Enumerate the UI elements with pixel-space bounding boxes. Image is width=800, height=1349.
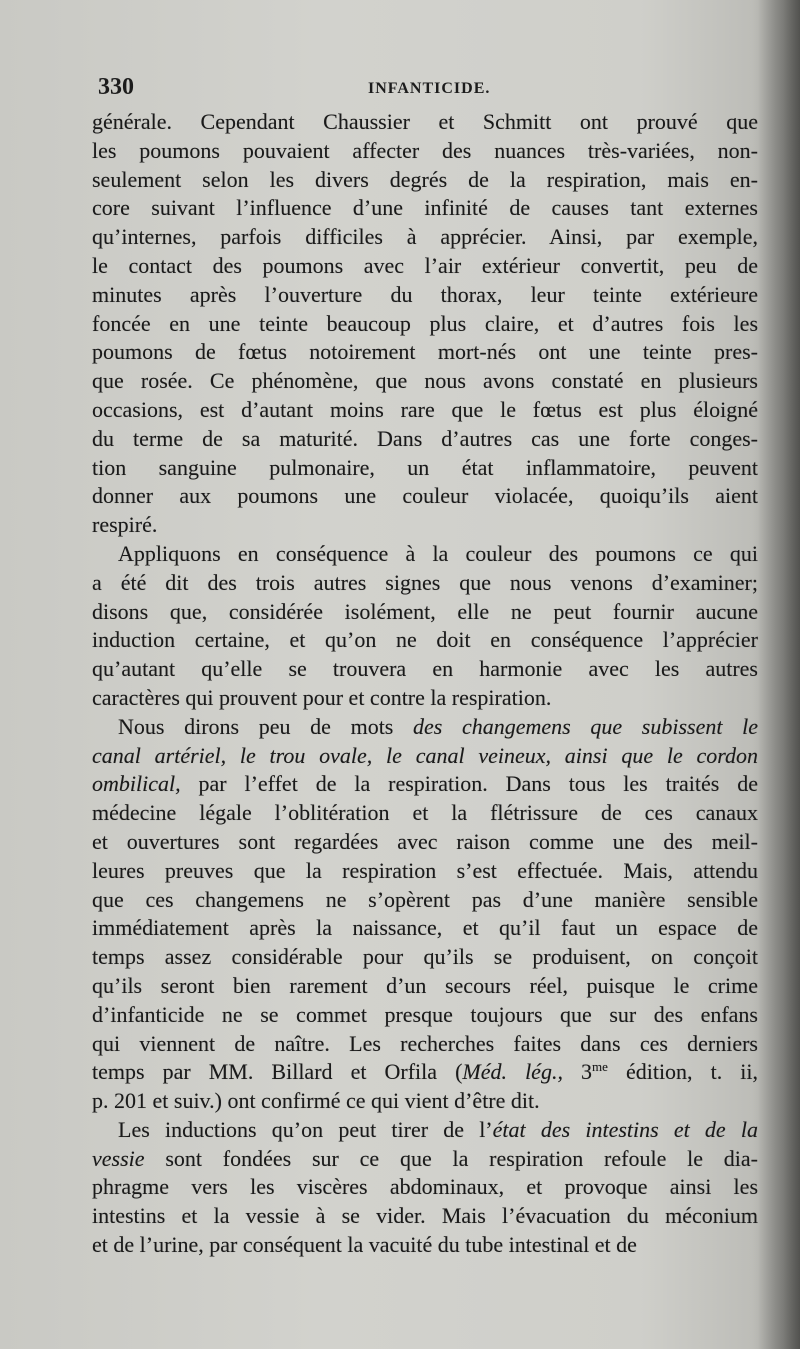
text-span: induction certaine, et qu’on ne doit en conséquence l’apprécier xyxy=(92,627,758,653)
text-span: phragme vers les viscères abdominaux, et provoque ainsi les xyxy=(92,1174,758,1200)
text-span: qu’internes, parfois difficiles à apprécier. Ainsi, par exemple, xyxy=(92,224,758,250)
text-span: Appliquons en conséquence à la couleur des poumons ce qui xyxy=(118,540,758,566)
text-line xyxy=(92,108,758,137)
text-line xyxy=(92,972,758,1001)
text-span: caractères qui prouvent pour et contre la respiration. xyxy=(92,684,552,710)
text-span: Les inductions qu’on peut tirer de l’ xyxy=(118,1116,493,1142)
text-span: minutes après l’ouverture du thorax, leur teinte extérieure xyxy=(92,281,758,307)
text-span: médecine légale l’oblitération et la flétrissure de ces canaux xyxy=(92,800,758,826)
text-line xyxy=(92,482,758,511)
text-line xyxy=(92,1202,758,1231)
page-header xyxy=(98,74,758,106)
text-line xyxy=(92,540,758,569)
text-span: temps assez considérable pour qu’ils se produisent, on conçoit xyxy=(92,944,758,970)
text-line xyxy=(92,1231,758,1260)
text-line xyxy=(92,396,758,425)
text-span: qui viennent de naître. Les recherches faites dans ces derniers xyxy=(92,1030,758,1056)
text-line xyxy=(92,166,758,195)
text-span: les poumons pouvaient affecter des nuances très-variées, non- xyxy=(92,137,758,163)
text-span: immédiatement après la naissance, et qu’il faut un espace de xyxy=(92,915,758,941)
text-span: et ouvertures sont regardées avec raison comme une des meil- xyxy=(92,828,758,854)
text-line xyxy=(92,1087,758,1116)
text-line xyxy=(92,655,758,684)
text-span: sont fondées sur ce que la respiration refoule le dia- xyxy=(144,1145,758,1171)
page-number: 330 xyxy=(98,74,134,100)
text-line xyxy=(92,713,758,742)
italic-text: état des intestins et de la xyxy=(492,1116,759,1142)
text-span: temps par MM. Billard et Orfila ( xyxy=(92,1059,463,1085)
text-line xyxy=(92,511,758,540)
text-span: du terme de sa maturité. Dans d’autres cas une forte conges- xyxy=(92,425,758,451)
text-span: et de l’urine, par conséquent la vacuité du tube intestinal et de xyxy=(92,1232,637,1258)
text-span: Nous dirons peu de mots xyxy=(118,713,414,739)
text-line xyxy=(92,828,758,857)
text-line xyxy=(92,1173,758,1202)
text-span: donner aux poumons une couleur violacée, quoiqu’ils aient xyxy=(92,483,758,509)
text-line xyxy=(92,338,758,367)
text-line xyxy=(92,684,758,713)
italic-text: Méd. lég., xyxy=(462,1059,563,1085)
text-span: foncée en une teinte beaucoup plus claire, et d’autres fois les xyxy=(92,310,758,336)
text-span: tion sanguine pulmonaire, un état inflammatoire, peuvent xyxy=(92,454,758,480)
text-line xyxy=(92,857,758,886)
text-span: qu’autant qu’elle se trouvera en harmonie avec les autres xyxy=(92,656,758,682)
text-line xyxy=(92,1058,758,1087)
text-line xyxy=(92,281,758,310)
text-line xyxy=(92,252,758,281)
text-span: poumons de fœtus notoirement mort-nés ont une teinte pres- xyxy=(92,339,758,365)
text-line xyxy=(92,1116,758,1145)
text-line xyxy=(92,886,758,915)
text-span: d’infanticide ne se commet presque toujours que sur des enfans xyxy=(92,1001,758,1027)
text-span: occasions, est d’autant moins rare que le fœtus est plus éloigné xyxy=(92,396,758,422)
text-line xyxy=(92,742,758,771)
body-text xyxy=(92,108,758,1260)
text-span: que ces changemens ne s’opèrent pas d’une manière sensible xyxy=(92,886,758,912)
text-line xyxy=(92,137,758,166)
text-span: core suivant l’influence d’une infinité de causes tant externes xyxy=(92,195,758,221)
text-line xyxy=(92,1145,758,1174)
text-line xyxy=(92,569,758,598)
text-line xyxy=(92,223,758,252)
text-span: 3 xyxy=(562,1059,593,1085)
text-span: intestins et la vessie à se vider. Mais l’évacuation du méconium xyxy=(92,1203,758,1229)
text-span: seulement selon les divers degrés de la respiration, mais en- xyxy=(92,166,758,192)
running-title: INFANTICIDE. xyxy=(368,80,491,97)
text-line xyxy=(92,425,758,454)
text-line xyxy=(92,914,758,943)
italic-text: canal artériel, le trou ovale, le canal veineux, ainsi que le cordon xyxy=(92,742,758,768)
text-span: qu’ils seront bien rarement d’un secours réel, puisque le crime xyxy=(92,972,758,998)
text-span: le contact des poumons avec l’air extérieur convertit, peu de xyxy=(92,252,758,278)
text-line xyxy=(92,194,758,223)
text-span: par l’effet de la respiration. Dans tous les traités de xyxy=(180,771,758,797)
text-line xyxy=(92,310,758,339)
text-span: que rosée. Ce phénomène, que nous avons constaté en plusieurs xyxy=(92,368,758,394)
text-line xyxy=(92,1030,758,1059)
text-line xyxy=(92,1001,758,1030)
text-span: p. 201 et suiv.) ont confirmé ce qui vient d’être dit. xyxy=(92,1088,540,1114)
text-span: respiré. xyxy=(92,512,158,538)
text-span: édition, t. ii, xyxy=(607,1059,759,1085)
text-line xyxy=(92,598,758,627)
text-span: générale. Cependant Chaussier et Schmitt ont prouvé que xyxy=(92,109,758,134)
text-span: leures preuves que la respiration s’est effectuée. Mais, attendu xyxy=(92,857,758,883)
italic-text: des changemens que subissent le xyxy=(413,713,758,739)
text-line xyxy=(92,367,758,396)
text-span: a été dit des trois autres signes que nous venons d’examiner; xyxy=(92,569,758,595)
text-line xyxy=(92,454,758,483)
superscript-text: me xyxy=(592,1059,608,1075)
italic-text: ombilical, xyxy=(92,771,181,797)
page-gutter-shadow xyxy=(758,0,800,1349)
text-span: disons que, considérée isolément, elle ne peut fournir aucune xyxy=(92,598,758,624)
text-line xyxy=(92,799,758,828)
text-line xyxy=(92,943,758,972)
text-line xyxy=(92,770,758,799)
text-line xyxy=(92,626,758,655)
italic-text: vessie xyxy=(92,1145,145,1171)
